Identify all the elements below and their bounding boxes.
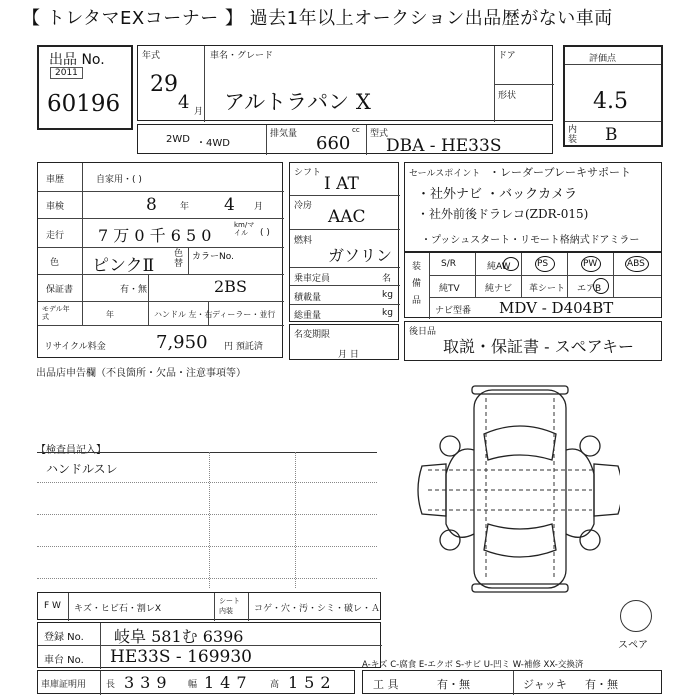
jack-label: ジャッキ (523, 678, 567, 691)
load-label: 積載量 (294, 293, 322, 303)
shift-value: I AT (324, 174, 359, 194)
year-value-main: 29 (150, 72, 178, 97)
color-label: 色 (50, 258, 60, 268)
model-value: アルトラパン X (224, 90, 371, 114)
warranty-value: 有・無 (120, 285, 148, 295)
year-unit: 月 (194, 107, 204, 117)
mileage-unit: km/マイル (234, 221, 255, 237)
mileage-value: 7 万 0 千 6 5 0 (98, 226, 212, 245)
score-value: 4.5 (593, 89, 628, 114)
fw-value: キズ・ヒビ石・割レX (74, 604, 161, 614)
circle-mark-aw (503, 257, 519, 271)
left-info-box (37, 162, 283, 358)
sales-point-3: ・社外前後ドラレコ(ZDR-015) (417, 207, 589, 221)
car-diagram (400, 384, 620, 594)
warranty-label: 保証書 (46, 285, 74, 295)
interior-value: B (605, 125, 618, 145)
navi-model-value: MDV - D404BT (499, 299, 614, 317)
circle-mark-pw (581, 256, 601, 272)
aircon-value: AAC (328, 207, 366, 227)
color-value: ピンクⅡ (92, 256, 155, 276)
shift-label: シフト (294, 168, 322, 178)
mileage-label: 走行 (46, 231, 65, 241)
model-year-dealer: ディーラー・並行 (212, 310, 276, 319)
displacement-value: 660 (316, 133, 351, 154)
equip-tv: 純TV (439, 284, 460, 294)
model-label: 車名・グレード (210, 51, 274, 61)
lot-stamp: 2011 (50, 67, 83, 79)
page-header (0, 0, 700, 34)
width-label: 幅 (188, 680, 198, 690)
registration-value: 岐阜 581む 6396 (114, 627, 244, 646)
aircon-label: 冷房 (294, 201, 313, 211)
color-change-label: 色替 (174, 249, 184, 269)
registration-box (37, 622, 381, 668)
weight-unit: kg (382, 308, 393, 318)
circle-mark-ps (535, 256, 555, 272)
damage-legend: A-キズ C-腐食 E-エクボ S-サビ U-凹ミ W-補修 XX-交換済 (362, 660, 584, 670)
spare-label: スペア (618, 640, 648, 651)
registration-label: 登録 No. (44, 632, 84, 643)
fw-box (37, 592, 381, 620)
drive-4wd: ・4WD (196, 138, 230, 149)
certificate-label: 車庫証明用 (41, 680, 87, 690)
lot-label: 出品 No. (49, 52, 105, 68)
mileage-paren: ( ) (260, 228, 270, 238)
spec-row-box (137, 124, 553, 154)
length-label: 長 (106, 680, 116, 690)
equipment-label: 装備品 (412, 262, 422, 306)
fuel-label: 燃料 (294, 236, 313, 246)
capacity-label: 乗車定員 (294, 274, 331, 284)
recycle-value: 7,950 (156, 332, 208, 353)
capacity-unit: 名 (382, 274, 392, 284)
recycle-unit: 円 預託済 (224, 342, 263, 352)
equip-abs: ABS (627, 259, 645, 269)
seller-notes-label: 出品店申告欄（不良箇所・欠品・注意事項等） (36, 368, 246, 379)
model-year-unit: 年 (106, 310, 114, 319)
tools-value: 有・無 (437, 678, 470, 691)
inspection-year-value: 8 (146, 195, 157, 215)
door-label: ドア (498, 51, 516, 61)
sales-point-1: ・レーダーブレーキサポート (489, 166, 632, 179)
displacement-label: 排気量 (270, 129, 298, 139)
lot-box (37, 45, 133, 130)
inspector-label: 【検査員記入】 (36, 445, 106, 456)
navi-model-label: ナビ型番 (435, 306, 472, 316)
equip-navi: 純ナビ (485, 284, 513, 294)
lot-number: 60196 (47, 91, 121, 117)
history-label: 車歴 (46, 175, 65, 185)
accessories-value: 取説・保証書 - スペアキー (443, 337, 634, 356)
score-box (563, 45, 663, 147)
sales-points-box (404, 162, 662, 252)
color-no-value: 2BS (214, 277, 247, 296)
tools-jack-box (362, 670, 662, 694)
jack-value: 有・無 (585, 678, 618, 691)
history-value: 自家用・( ) (96, 175, 142, 185)
shape-label: 形状 (498, 91, 517, 101)
recycle-label: リサイクル料金 (44, 342, 106, 352)
inspection-month-value: 4 (224, 195, 235, 215)
middle-spec-box (289, 162, 399, 322)
weight-label: 総重量 (294, 311, 322, 321)
score-label: 評価点 (589, 54, 617, 64)
displacement-unit: cc (352, 126, 360, 134)
inspection-month-unit: 月 (254, 202, 264, 212)
accessories-label: 後日品 (409, 327, 437, 337)
chassis-value: HE33S - 169930 (110, 647, 252, 667)
sales-points-label: セールスポイント (409, 169, 481, 179)
seat-label: シート内装 (219, 597, 240, 615)
owner-change-unit: 月 日 (338, 350, 359, 360)
interior-label: 内装 (568, 125, 578, 145)
type-label: 型式 (370, 129, 389, 139)
chassis-label: 車台 No. (44, 655, 84, 666)
inspector-note: ハンドルスレ (46, 462, 118, 476)
spare-tire-icon (620, 600, 652, 632)
equip-aw: 純AW (487, 262, 511, 272)
equip-leather: 革シート (529, 284, 566, 294)
equipment-box (404, 252, 662, 318)
sales-point-4: ・プッシュスタート・リモート格納式ドアミラー (421, 235, 640, 246)
fuel-value: ガソリン (328, 246, 393, 265)
fw-label: F W (44, 601, 61, 611)
model-year-handle: ハンドル 左・右 (154, 310, 213, 319)
circle-mark-airbag (593, 278, 609, 294)
type-value: DBA - HE33S (386, 136, 502, 156)
drive-2wd: 2WD (166, 134, 190, 145)
equip-pw: PW (583, 259, 598, 269)
owner-change-box (289, 324, 399, 360)
tools-label: 工 具 (373, 678, 399, 691)
height-value: 152 (288, 673, 337, 692)
accessories-box (404, 321, 662, 361)
inspection-label: 車検 (46, 202, 65, 212)
equip-ps: PS (537, 259, 549, 269)
certificate-box (37, 670, 355, 694)
equip-sr: S/R (441, 259, 456, 269)
owner-change-label: 名変期限 (294, 330, 331, 340)
inspection-year-unit: 年 (180, 202, 190, 212)
vehicle-top-box (137, 45, 553, 121)
load-unit: kg (382, 290, 393, 300)
width-value: 147 (204, 673, 253, 692)
header-title: 【 トレタマEXコーナー 】 過去1年以上オークション出品歴がない車両 (22, 8, 613, 29)
model-year-label: モデル年式 (42, 305, 70, 321)
equip-airbag: エアB (577, 284, 602, 294)
length-value: 339 (124, 673, 173, 692)
color-no-label: カラーNo. (192, 252, 234, 262)
seat-value: コゲ・穴・汚・シミ・破レ・Ａ (254, 604, 381, 614)
circle-mark-abs (625, 256, 649, 272)
height-label: 高 (270, 680, 280, 690)
sales-point-2: ・社外ナビ ・バックカメラ (417, 187, 578, 202)
year-label: 年式 (142, 51, 161, 61)
year-value-sub: 4 (178, 92, 190, 113)
